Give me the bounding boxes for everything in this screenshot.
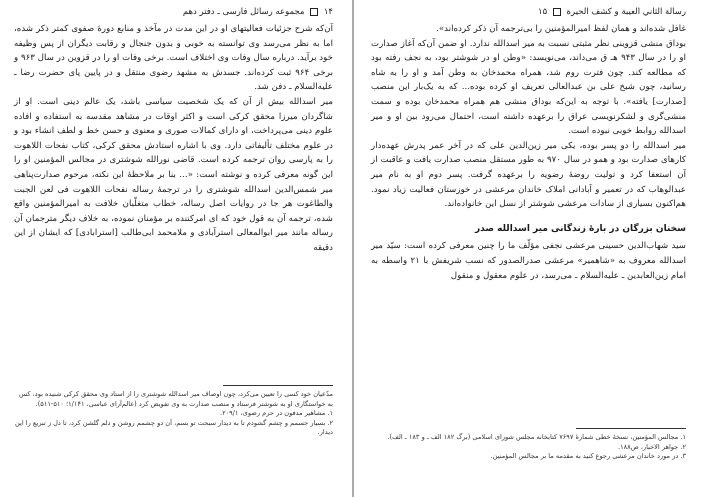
right-paragraph-2: بوداق منشی قزوینی نظر مثبتی نسبت به میر اسدالله ندارد. او ضمن آن‌که آغاز صدارت او را در سال ۹۴۳ هـ ق می‌داند، می‌نویسد: «وطن او در شوشتر بود، به نجف رفته بود که مطالعه کند. چون فترت روم شد، همراه محمدخان به وطن آمد و او را به شاه رسانید، چون شیخ علی بن عبدالعالی تعریف او کرده بوده... که به یک‌بار این منصب [صدارت] یافته». با توجه به این‌که بوداق منشی هم همراه محمدخان بوده و سمت منشی‌گری و لشکرنویسی عراق را برعهده داشته است، احتمال می‌رود بین او و میر اسدالله روابط خوبی نبوده است. (371, 38, 686, 137)
left-header-title: مجموعه رسائل فارسی ـ دفتر دهم (182, 7, 305, 17)
right-footnotes (371, 428, 686, 462)
left-footnote-2: ۲. بسیار جسمم و چشم گشودم تا به دیدار سبحت تو بسم، آن دو چشمم روشن و دلم گلشن کرد، تا دل ز تبریع را این دیدار. (15, 418, 333, 437)
left-footnote-1: ۱. مشاهیر مدفون در حرم رضوی، ۲۰۹/۱. (219, 409, 333, 418)
right-paragraph-4: سید شهاب‌الدین حسینی مرعشی نجفی مؤلّف ما را چنین معرفی کرده است: سیّد میر اسدالله معروف به «شاهمیر» مرعشی صدرالصدور که نسب شریفش با ۲۱ واسطه به امام زین‌العابدین ـ علیه‌السلام ـ می‌رسد، در علوم معقول و منقول (371, 241, 686, 281)
header-box-icon (310, 8, 318, 16)
right-page-header (371, 6, 686, 18)
right-header-page-number: ۱۵ (538, 7, 548, 17)
left-footnote-continuation: مدّعیان خود کسی را تعیین می‌کرد، چون اوصاف میر اسدالله شوشتری را از استاد وی محقق کرکی شنیده بود، کس به خواستگاری او به شوشتر فرستاد و منصب صدارت به وی تفویض کرد (عالم‌آرای عباسی، ۱/۱۴۱؛ ۵۱۰-۵۱۱). (19, 390, 333, 408)
right-footnote-3: ۳. در مورد خاندان مرعشی رجوع کنید به مقدمه ما بر مجالس المؤمنین. (490, 452, 686, 461)
right-footnote-2: ۲. جواهر الاخبار، ص۱۸۸. (617, 442, 686, 451)
left-paragraph-2: میر اسدالله بیش از آن که یک شخصیت سیاسی باشد، یک عالم دینی است. او از شاگردان میرزا محقق کرکی است و اکثر اوقات در مشاهد مقدسه به استفاده و افاده علوم دینی می‌پرداخت، او دارای کمالات صوری و معنوی و حسن خط و لطف انشاء بود و در علوم مختلف تألیفاتی دارد. وی با اشاره استادش محقق کرکی، کتاب نفحات اللاهوت را به پارسی روان ترجمه کرده است. قاضی نورالله شوشتری در مجالس المؤمنین او را این گونه معرفی کرده و نوشته است: «... بنا بر ملاحظهٔ این نکته، مرحوم صدارت‌پناهی میر شمس‌الدین اسدالله شوشتری را در ترجمهٔ رساله نفحات اللاهوت فی لعن الجبت والطاغوت هر جا در روایات اصل رساله، خطاب متغلّبان خلافت به امیرالمؤمنین واقع شده، ترجمه آن به قول خود که ای امرکننده بر مؤمنان نموده، به خلاف دیگر مترجمان آن رساله مانند میر ابوالمعالی استرآبادی و ملامحمد ابی‌طالب [استرابادی] که ایشان از این دقیقه (14, 96, 333, 253)
right-footnote-1: ۱. مجالس المؤمنین، نسخهٔ خطی شمارهٔ ۷۶۹۷ کتابخانه مجلس شورای اسلامی (برگ ۱۸۲ الف ـ و ۱۸۳ ـ الف). (387, 433, 686, 441)
left-page-header (14, 6, 333, 18)
left-paragraph-1: آن‌که شرح جزئیات فعالیتهای او در این مدت در مآخذ و منابع دورهٔ صفوی کمتر ذکر شده، اما به نظر می‌رسد وی توانسته به خوبی و بدون جنجال و رقابت دیگران از پس وظیفه خود برآید. درباره سال وفات وی اختلاف است. برخی وفات او را در قزوین در سال ۹۶۳ و برخی ۹۶۴ ثبت کرده‌اند. جسدش به مشهد رضوی منتقل و در پایین پای حضرت رضا ـ علیه‌السلام ـ دفن شد. (14, 24, 333, 93)
right-paragraph-1: غافل شده‌اند و همان لفظ امیرالمؤمنین را بی‌ترجمه آن ذکر کرده‌اند». (436, 24, 686, 34)
footnote-rule (576, 428, 686, 429)
left-footnotes (14, 385, 333, 438)
right-header-title: رسالة الثاني العیبة و کشف الحیرة (566, 7, 686, 17)
right-paragraph-3: میر اسدالله را دو پسر بوده، یکی میر زین‌الدین علی که در آخر عمر پدرش عهده‌دار کارهای صدارت بود و همو در سال ۹۷۰ به طور مستقل منصب صدارت یافت و عاقبت از آن استعفا کرد و تولیت روضهٔ رضویه را برعهده گرفت. پسر دوم او به نام میر عبدالوهاب که در تعمیر و آبادانی املاک خاندان مرعشی در خوزستان فعالیت زیاد نمود. هم‌اکنون بسیاری از سادات مرعشی شوشتر از نسل این خانواده‌اند. (371, 140, 686, 210)
right-page (353, 0, 706, 497)
header-box-icon (553, 8, 561, 16)
section-heading: سخنان بزرگان در بارهٔ زندگانی میر اسدالله صدر (474, 223, 686, 234)
right-header-title-group (538, 7, 686, 17)
left-header-title-group (183, 7, 333, 17)
left-page (0, 0, 353, 497)
left-header-page-number: ۱۴ (323, 7, 333, 17)
right-body-text (371, 22, 686, 283)
footnote-rule (223, 385, 333, 386)
left-body-text (14, 22, 333, 256)
